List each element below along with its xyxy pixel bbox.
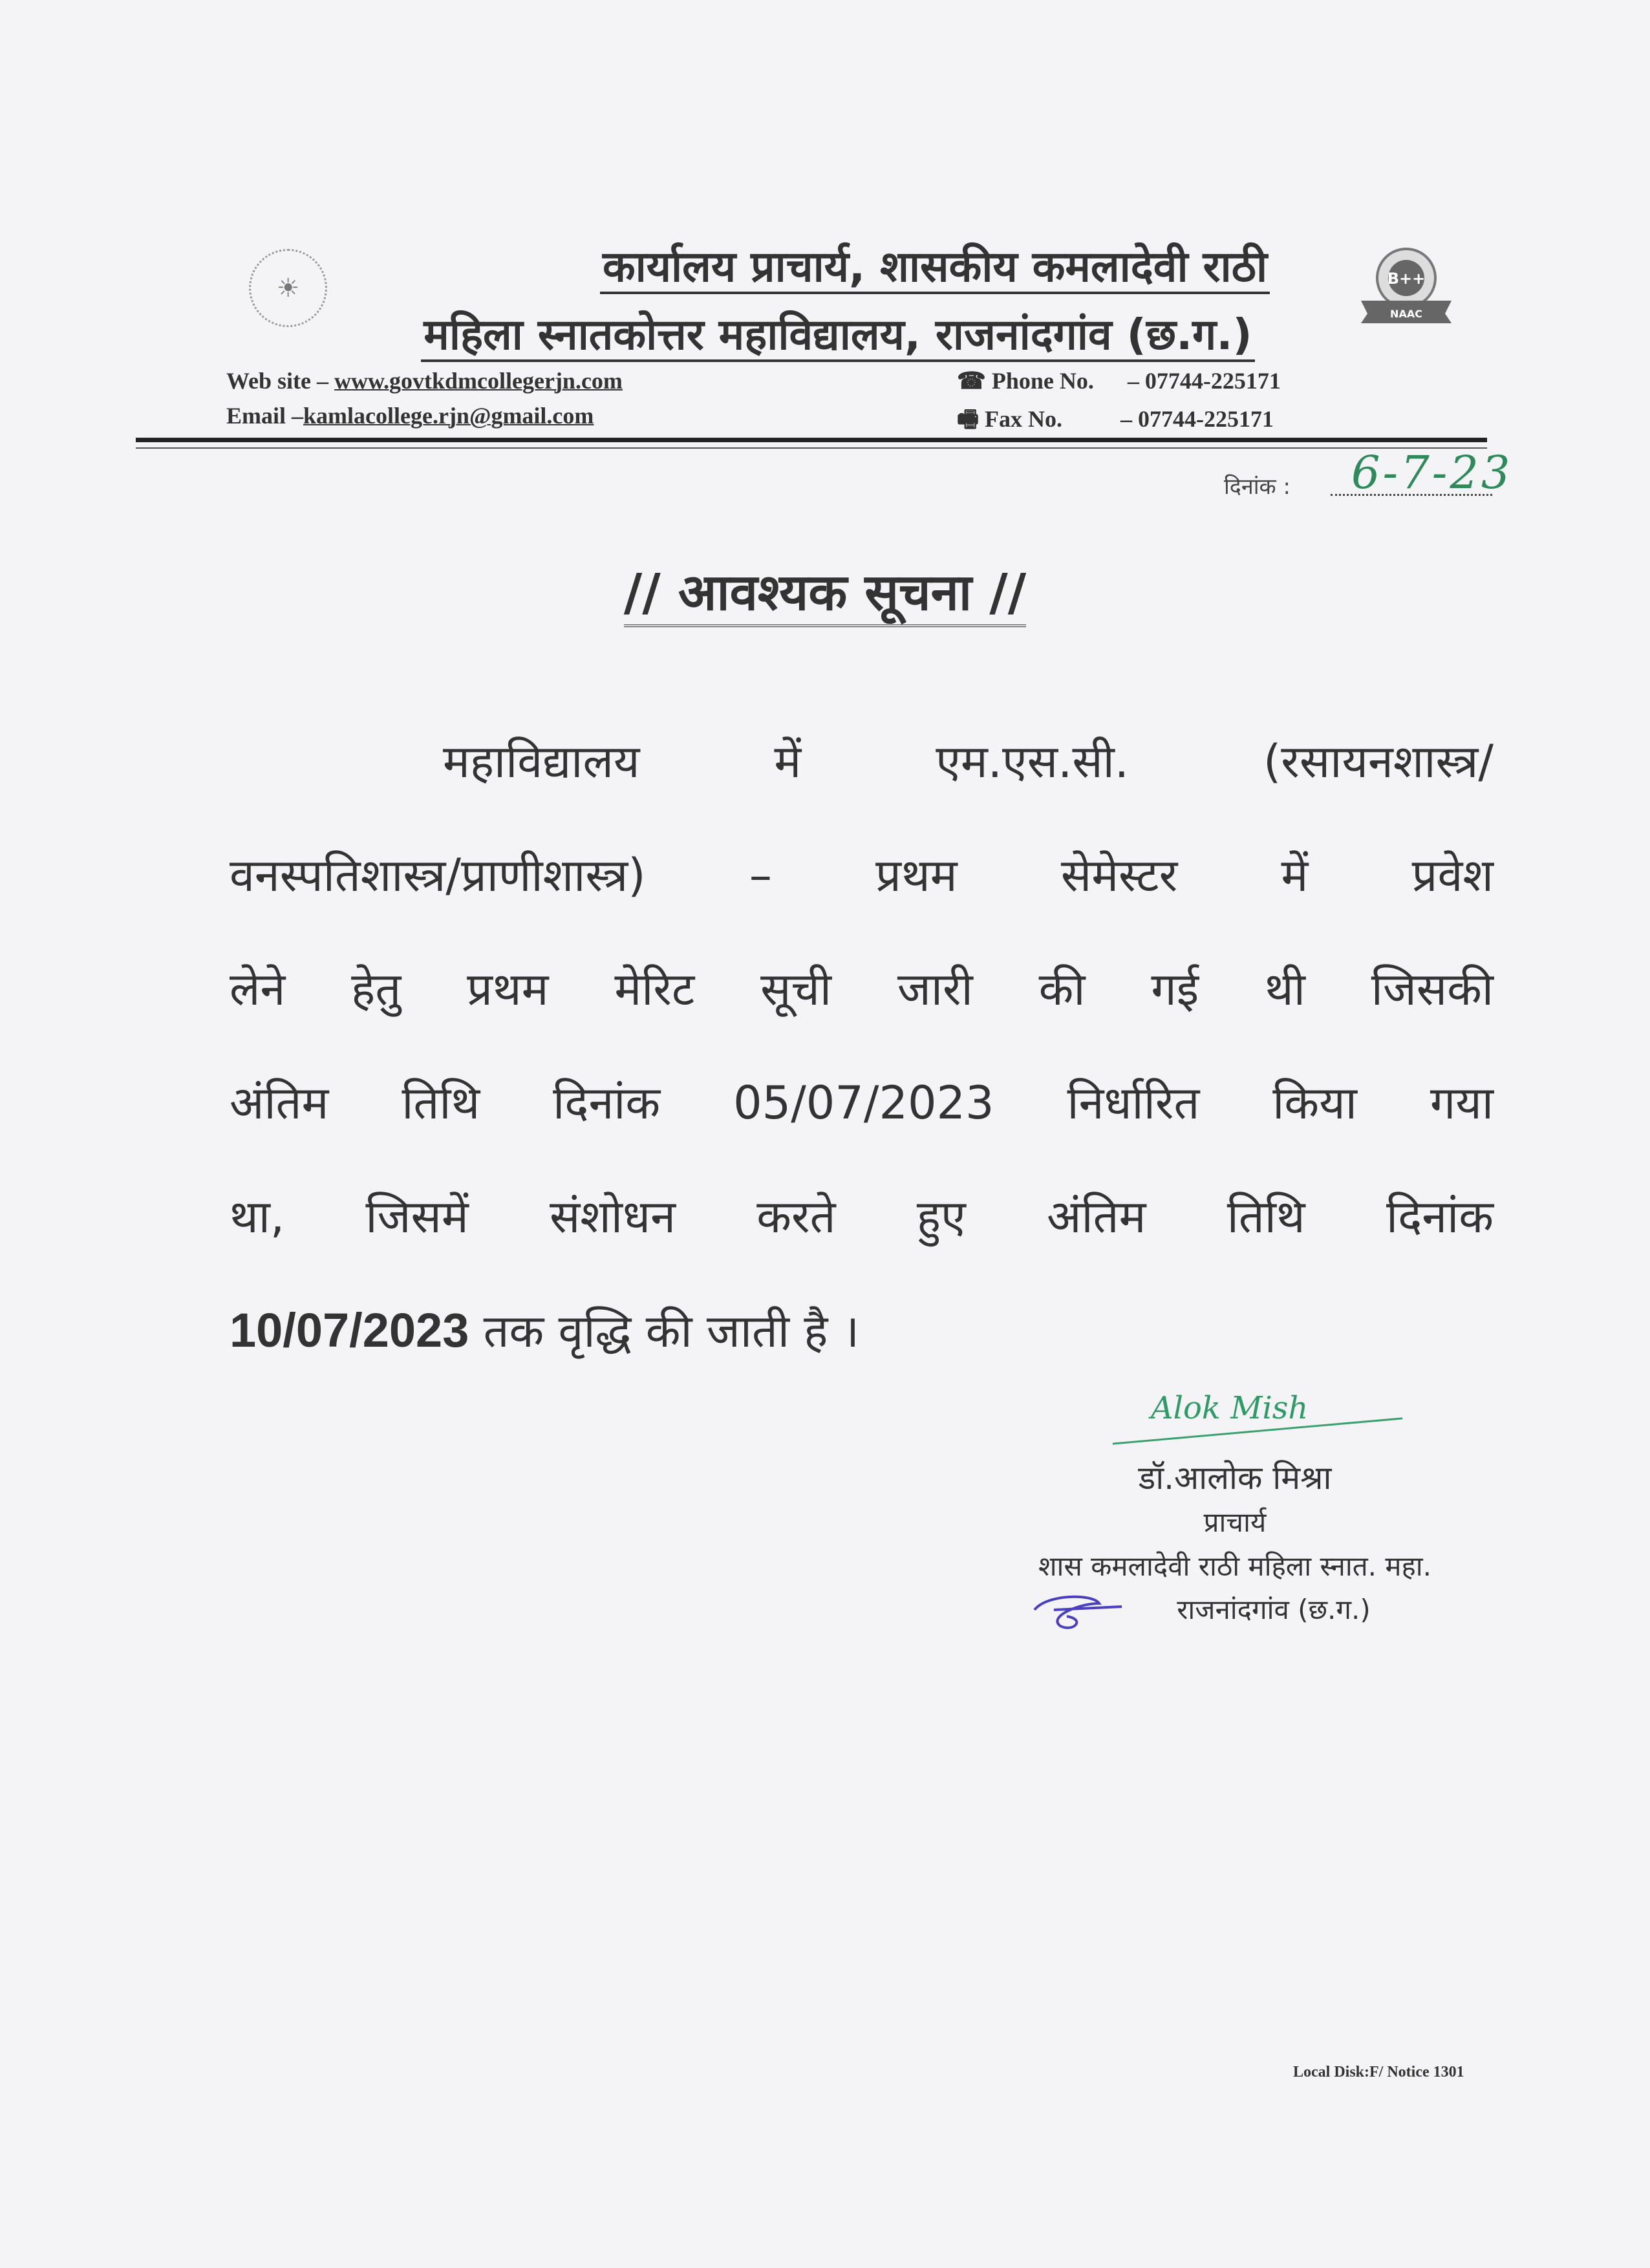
letterhead-line1-text: कार्यालय प्राचार्य, शासकीय कमलादेवी राठी [600,242,1270,294]
notice-title-text: // आवश्यक सूचना // [624,564,1027,627]
notice-body [230,705,1494,1388]
header-rule [136,438,1487,442]
body-line: महाविद्यालय में एम.एस.सी. (रसायनशास्त्र/ [443,735,1494,788]
body-line: अंतिम तिथि दिनांक 05/07/2023 निर्धारित किया गया [230,1076,1494,1129]
fax-icon: 🖷 [957,406,979,432]
phone-label: Phone No. [991,368,1094,394]
footer-file-ref: Local Disk:F/ Notice 1301 [1293,2064,1464,2081]
signatory-name: डॉ.आलोक मिश्रा [1138,1459,1332,1497]
signatory-institution: शास कमलादेवी राठी महिला स्नात. महा. [1038,1550,1431,1582]
website-link[interactable]: www.govtkdmcollegerjn.com [334,368,623,394]
handwritten-signature: Alok Mish [1151,1390,1309,1426]
letterhead-line2 [0,304,1650,362]
extended-date: 10/07/2023 [230,1303,469,1357]
notice-title [0,556,1650,625]
signatory-city: राजनांदगांव (छ.ग.) [1177,1594,1371,1625]
date-label: दिनांक : [1224,474,1291,500]
website-row [226,367,623,394]
header-rule-thin [136,447,1487,449]
phone-number: – 07744-225171 [1127,368,1281,394]
initials-signature [1022,1590,1125,1636]
body-line: था, जिसमें संशोधन करते हुए अंतिम तिथि दिनांक [230,1190,1494,1243]
date-handwritten: 6-7-23 [1351,446,1513,499]
letterhead-line1 [0,236,1650,294]
phone-row [957,367,1281,394]
phone-icon: ☎ [957,368,986,394]
body-line-last-text: तक वृद्धि की जाती है । [469,1305,860,1358]
email-label: Email – [226,403,304,429]
body-line-last [230,1274,1494,1388]
email-link[interactable]: kamlacollege.rjn@gmail.com [303,403,594,429]
naac-grade: B++ [1387,270,1426,288]
college-logo: ☀ [249,249,327,327]
fax-row [957,402,1274,442]
letterhead-line2-text: महिला स्नातकोत्तर महाविद्यालय, राजनांदगांव (छ.ग.) [421,310,1254,362]
email-row [226,402,594,429]
fax-number: – 07744-225171 [1120,406,1274,432]
naac-text: NAAC [1390,308,1422,320]
body-line: लेने हेतु प्रथम मेरिट सूची जारी की गई थी जिसकी [230,963,1494,1016]
website-label: Web site – [226,368,334,394]
fax-label: Fax No. [984,406,1062,432]
body-line: वनस्पतिशास्त्र/प्राणीशास्त्र) – प्रथम सेमेस्टर में प्रवेश [230,849,1494,902]
signatory-designation: प्राचार्य [1203,1506,1267,1538]
